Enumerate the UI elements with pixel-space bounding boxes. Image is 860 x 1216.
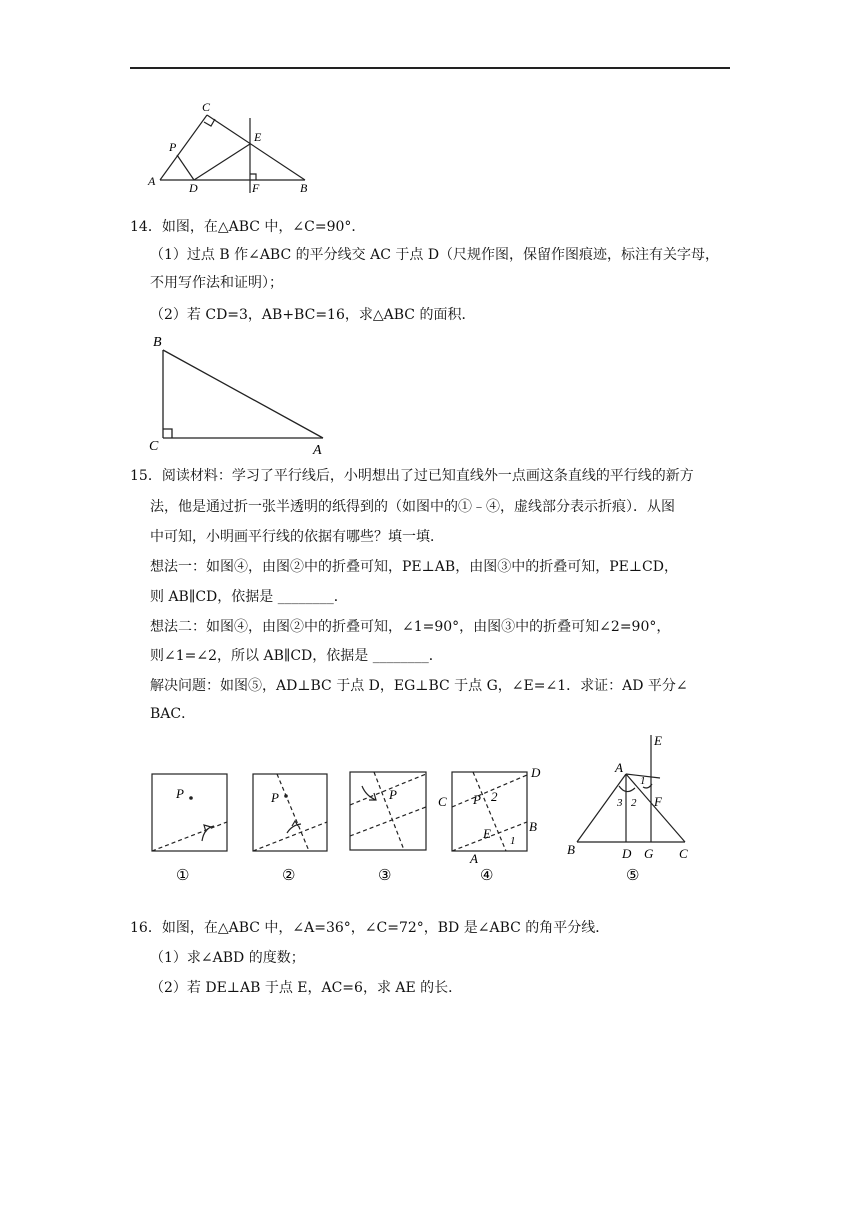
q14-part1-line1: （1）过点 B 作∠ABC 的平分线交 AC 于点 D（尺规作图，保留作图痕迹，标注有关字母， xyxy=(150,247,720,263)
panel2-label-p: P xyxy=(271,790,279,805)
panel1-label-p: P xyxy=(176,786,184,801)
panel4-label-d: D xyxy=(531,765,541,780)
figure-q13 xyxy=(140,98,330,198)
q15-line5: 则 AB∥CD，依据是 ________． xyxy=(150,589,348,605)
panel4-label-a: A xyxy=(470,851,478,866)
panel4-label-b: B xyxy=(529,819,537,834)
panel4-label-p: P xyxy=(473,792,481,807)
q16-part1: （1）求∠ABD 的度数； xyxy=(150,950,305,966)
panel3-label-p: P xyxy=(389,787,397,802)
q16-part2: （2）若 DE⊥AB 于点 E，AC=6，求 AE 的长． xyxy=(150,980,463,996)
label-e: E xyxy=(254,130,262,144)
q14-part1-line2: 不用写作法和证明）； xyxy=(150,275,283,291)
figure-q15 xyxy=(140,730,720,890)
panel-number-4: ④ xyxy=(480,868,494,884)
q15-line1: 15．阅读材料：学习了平行线后，小明想出了过已知直线外一点画这条直线的平行线的新方 xyxy=(130,468,694,484)
q14-part2: （2）若 CD=3，AB+BC=16，求△ABC 的面积． xyxy=(150,307,476,323)
panel-number-3: ③ xyxy=(378,868,392,884)
label-p: P xyxy=(169,140,177,154)
panel5-label-b: B xyxy=(567,842,575,857)
label-b: B xyxy=(300,181,308,195)
panel5-label-f: F xyxy=(654,794,662,809)
point-p-dot xyxy=(189,796,193,800)
panel-number-1: ① xyxy=(176,868,190,884)
panel5-label-g: G xyxy=(644,846,654,861)
q16-stem: 16．如图，在△ABC 中，∠A=36°，∠C=72°，BD 是∠ABC 的角平分线． xyxy=(130,920,610,936)
q15-line2: 法，他是通过折一张半透明的纸得到的（如图中的①﹣④，虚线部分表示折痕）．从图 xyxy=(150,499,675,515)
label-b: B xyxy=(153,335,162,350)
panel4-label-1: 1 xyxy=(510,835,516,847)
q15-line3: 中可知，小明画平行线的依据有哪些？填一填． xyxy=(150,529,444,545)
label-a: A xyxy=(148,174,156,188)
q15-line8: 解决问题：如图⑤，AD⊥BC 于点 D，EG⊥BC 于点 G，∠E=∠1．求证：AD 平分∠ xyxy=(150,678,688,694)
panel5-label-a: A xyxy=(615,760,623,775)
label-c: C xyxy=(149,439,159,454)
label-a: A xyxy=(313,443,322,458)
panel4-label-2: 2 xyxy=(491,789,498,804)
figure-q14 xyxy=(145,330,335,460)
label-d: D xyxy=(189,181,198,195)
panel5-label-1: 1 xyxy=(640,775,646,787)
q14-stem: 14．如图，在△ABC 中，∠C=90°． xyxy=(130,219,366,235)
panel-number-2: ② xyxy=(282,868,296,884)
panel4-label-e: E xyxy=(483,826,491,841)
label-f: F xyxy=(252,181,260,195)
panel5-label-2: 2 xyxy=(631,797,637,809)
q15-line6: 想法二：如图④，由图②中的折叠可知，∠1=90°，由图③中的折叠可知∠2=90°， xyxy=(150,619,671,635)
panel5-label-c: C xyxy=(679,846,688,861)
q15-line4: 想法一：如图④，由图②中的折叠可知，PE⊥AB，由图③中的折叠可知，PE⊥CD， xyxy=(150,559,678,575)
panel4-label-c: C xyxy=(438,794,447,809)
panel-number-5: ⑤ xyxy=(626,868,640,884)
header-rule xyxy=(130,67,730,69)
panel5-label-d: D xyxy=(622,846,632,861)
point-p-dot xyxy=(284,794,288,798)
label-c: C xyxy=(202,100,211,114)
panel5-label-3: 3 xyxy=(617,797,623,809)
q15-line9: BAC． xyxy=(150,706,196,722)
q15-line7: 则∠1=∠2，所以 AB∥CD，依据是 ________． xyxy=(150,648,443,664)
panel5-label-e: E xyxy=(654,733,662,748)
